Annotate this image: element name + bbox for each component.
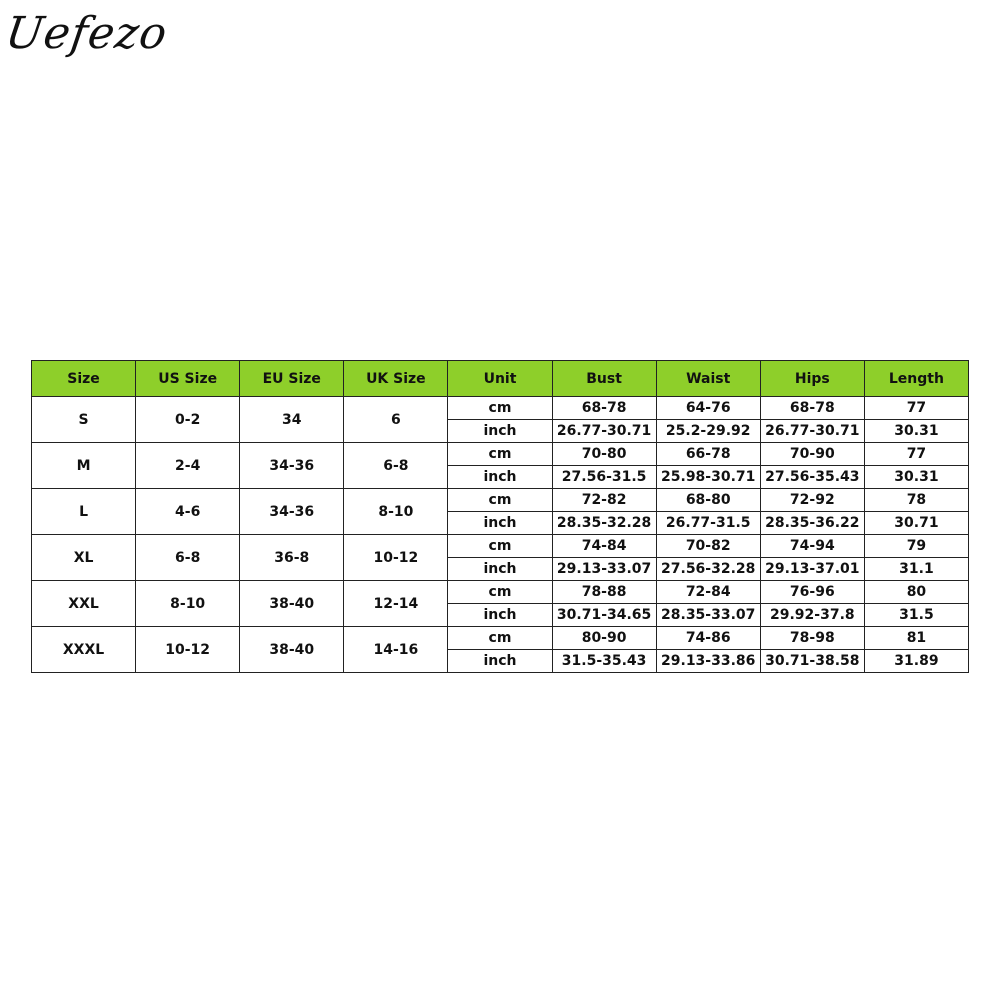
size-cell: M [32,443,136,489]
eu-size-cell: 38-40 [240,627,344,673]
us-size-cell: 10-12 [136,627,240,673]
length-cell: 31.1 [864,558,968,581]
table-row [32,397,969,420]
unit-cell: inch [448,558,552,581]
length-cell: 78 [864,489,968,512]
header-length: Length [864,361,968,397]
size-cell: XXL [32,581,136,627]
size-cell: S [32,397,136,443]
us-size-cell: 6-8 [136,535,240,581]
waist-cell: 26.77-31.5 [656,512,760,535]
hips-cell: 70-90 [760,443,864,466]
header-waist: Waist [656,361,760,397]
hips-cell: 74-94 [760,535,864,558]
table-row [32,489,969,512]
waist-cell: 25.2-29.92 [656,420,760,443]
length-cell: 80 [864,581,968,604]
table-row [32,535,969,558]
unit-cell: inch [448,604,552,627]
length-cell: 31.5 [864,604,968,627]
table-header-row [32,361,969,397]
header-unit: Unit [448,361,552,397]
hips-cell: 30.71-38.58 [760,650,864,673]
uk-size-cell: 8-10 [344,489,448,535]
header-eu-size: EU Size [240,361,344,397]
bust-cell: 30.71-34.65 [552,604,656,627]
waist-cell: 68-80 [656,489,760,512]
header-bust: Bust [552,361,656,397]
waist-cell: 66-78 [656,443,760,466]
unit-cell: inch [448,650,552,673]
bust-cell: 68-78 [552,397,656,420]
size-cell: XL [32,535,136,581]
length-cell: 81 [864,627,968,650]
bust-cell: 74-84 [552,535,656,558]
header-size: Size [32,361,136,397]
hips-cell: 68-78 [760,397,864,420]
hips-cell: 28.35-36.22 [760,512,864,535]
us-size-cell: 2-4 [136,443,240,489]
uk-size-cell: 6-8 [344,443,448,489]
us-size-cell: 0-2 [136,397,240,443]
table-row [32,443,969,466]
waist-cell: 70-82 [656,535,760,558]
waist-cell: 25.98-30.71 [656,466,760,489]
eu-size-cell: 36-8 [240,535,344,581]
waist-cell: 74-86 [656,627,760,650]
unit-cell: cm [448,535,552,558]
waist-cell: 27.56-32.28 [656,558,760,581]
table-row [32,581,969,604]
size-chart-table [31,360,969,673]
bust-cell: 70-80 [552,443,656,466]
eu-size-cell: 38-40 [240,581,344,627]
bust-cell: 26.77-30.71 [552,420,656,443]
unit-cell: inch [448,420,552,443]
hips-cell: 29.92-37.8 [760,604,864,627]
eu-size-cell: 34-36 [240,443,344,489]
eu-size-cell: 34 [240,397,344,443]
hips-cell: 76-96 [760,581,864,604]
waist-cell: 72-84 [656,581,760,604]
us-size-cell: 4-6 [136,489,240,535]
unit-cell: inch [448,466,552,489]
uk-size-cell: 14-16 [344,627,448,673]
bust-cell: 78-88 [552,581,656,604]
size-cell: XXXL [32,627,136,673]
unit-cell: cm [448,397,552,420]
length-cell: 31.89 [864,650,968,673]
length-cell: 30.31 [864,466,968,489]
brand-logo: Uefezo [2,8,171,59]
uk-size-cell: 10-12 [344,535,448,581]
hips-cell: 27.56-35.43 [760,466,864,489]
bust-cell: 80-90 [552,627,656,650]
bust-cell: 29.13-33.07 [552,558,656,581]
unit-cell: cm [448,581,552,604]
header-hips: Hips [760,361,864,397]
hips-cell: 26.77-30.71 [760,420,864,443]
us-size-cell: 8-10 [136,581,240,627]
table-row [32,627,969,650]
unit-cell: inch [448,512,552,535]
header-uk-size: UK Size [344,361,448,397]
bust-cell: 28.35-32.28 [552,512,656,535]
bust-cell: 72-82 [552,489,656,512]
uk-size-cell: 6 [344,397,448,443]
waist-cell: 28.35-33.07 [656,604,760,627]
bust-cell: 27.56-31.5 [552,466,656,489]
waist-cell: 64-76 [656,397,760,420]
unit-cell: cm [448,443,552,466]
length-cell: 30.71 [864,512,968,535]
length-cell: 77 [864,443,968,466]
waist-cell: 29.13-33.86 [656,650,760,673]
length-cell: 30.31 [864,420,968,443]
unit-cell: cm [448,489,552,512]
uk-size-cell: 12-14 [344,581,448,627]
size-cell: L [32,489,136,535]
hips-cell: 29.13-37.01 [760,558,864,581]
hips-cell: 78-98 [760,627,864,650]
eu-size-cell: 34-36 [240,489,344,535]
length-cell: 77 [864,397,968,420]
hips-cell: 72-92 [760,489,864,512]
unit-cell: cm [448,627,552,650]
header-us-size: US Size [136,361,240,397]
bust-cell: 31.5-35.43 [552,650,656,673]
length-cell: 79 [864,535,968,558]
